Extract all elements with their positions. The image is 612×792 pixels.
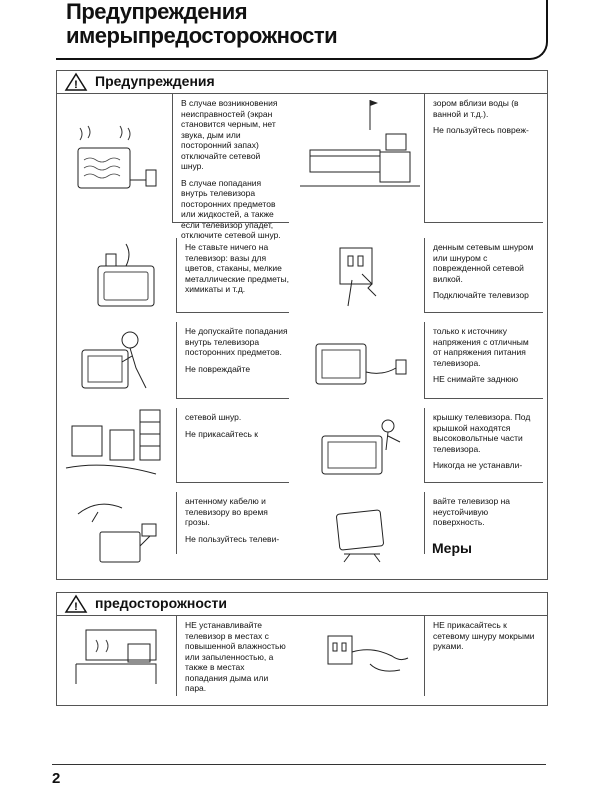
warning-4-para-2: Подключайте телевизор: [433, 290, 529, 300]
warning-10-para-1: вайте телевизор на неустойчивую поверхность.: [433, 496, 511, 527]
measures-heading: Меры: [432, 540, 472, 556]
tv-cord-illustration: [310, 336, 410, 396]
warning-6-para-2: НЕ снимайте заднюю: [433, 374, 519, 384]
page-title-line2: имерыпредосторожности: [66, 23, 338, 48]
svg-text:!: !: [74, 601, 78, 613]
footer-rule: [52, 764, 546, 765]
wet-hands-plug-illustration: [320, 630, 410, 686]
precaution-text-1: [176, 616, 289, 696]
precautions-header: [57, 593, 547, 616]
tv-furniture-illustration: [66, 406, 166, 482]
smoking-tv-illustration: [70, 130, 160, 200]
warning-9-para-2: Не пользуйтесь телеви-: [185, 533, 280, 544]
precautions-heading: предосторожности: [95, 595, 227, 611]
warning-text-8: [424, 408, 543, 483]
warning-text-7: [176, 408, 289, 483]
precaution-1-para-1: НЕ устанавливайте телевизор в местах с повышенной влажностью или запыленностью, а также в местах попадания дыма или пара.: [185, 620, 286, 693]
warning-text-1: [172, 94, 289, 240]
warning-text-9: [176, 492, 289, 554]
warning-text-5: [176, 322, 289, 399]
warning-4-para-1: денным сетевым шнуром или шнуром с поврежденной сетевой вилкой.: [433, 242, 534, 284]
warning-8-para-1: крышку телевизора. Под крышкой находятся высоковольтные части телевизора.: [433, 412, 531, 454]
bathtub-tv-illustration: [300, 90, 420, 200]
lightning-antenna-illustration: [72, 496, 162, 566]
man-tv-illustration: [316, 418, 416, 478]
warning-text-4: [424, 238, 543, 313]
warning-1-para-2: В случае попадания внутрь телевизора посторонних предметов или жидкостей, а также если телевизор упадет, отключите сетевой шнур.: [181, 177, 281, 240]
svg-text:!: !: [74, 79, 78, 91]
warning-2-para-1: зором вблизи воды (в ванной и т.д.).: [433, 98, 519, 119]
warning-8-para-2: Никогда не устанавли-: [433, 460, 523, 470]
warning-text-6: [424, 322, 543, 399]
warning-7-para-2: Не прикасайтесь к: [185, 428, 258, 439]
warnings-heading: Предупреждения: [95, 73, 215, 89]
warning-9-para-1: антенному кабелю и телевизору во время грозы.: [185, 496, 268, 527]
unstable-tv-illustration: [330, 508, 400, 566]
warning-1-para-1: В случае возникновения неисправностей (экран становится черным, нет звука, дым или посторонний запах) отключайте сетевой шнур.: [181, 98, 278, 171]
objects-on-tv-illustration: [92, 240, 162, 310]
warning-triangle-icon: [65, 595, 87, 613]
warning-6-para-1: только к источнику напряжения с отличным от напряжения питания телевизора.: [433, 326, 529, 368]
warning-5-para-2: Не повреждайте: [185, 363, 251, 374]
warning-text-2: [424, 94, 543, 223]
warning-text-3: [176, 238, 289, 313]
kitchen-steam-illustration: [66, 624, 166, 690]
damaged-plug-illustration: [330, 240, 390, 310]
warning-triangle-icon: [65, 73, 87, 91]
warning-2-para-2: Не пользуйтесь повреж-: [433, 125, 529, 135]
page-title-line1: Предупреждения: [66, 0, 248, 24]
precaution-2-para-1: НЕ прикасайтесь к сетевому шнуру мокрыми руками.: [433, 620, 535, 651]
precaution-text-2: [424, 616, 543, 696]
page-number: 2: [52, 770, 61, 787]
child-at-tv-illustration: [76, 326, 156, 396]
warning-3-para-1: Не ставьте ничего на телевизор: вазы для цветов, стаканы, мелкие металлические предметы, химикаты и т.д.: [185, 242, 289, 294]
warning-5-para-1: Не допускайте попадания внутрь телевизора посторонних предметов.: [185, 326, 288, 357]
warning-7-para-1: сетевой шнур.: [185, 412, 242, 422]
